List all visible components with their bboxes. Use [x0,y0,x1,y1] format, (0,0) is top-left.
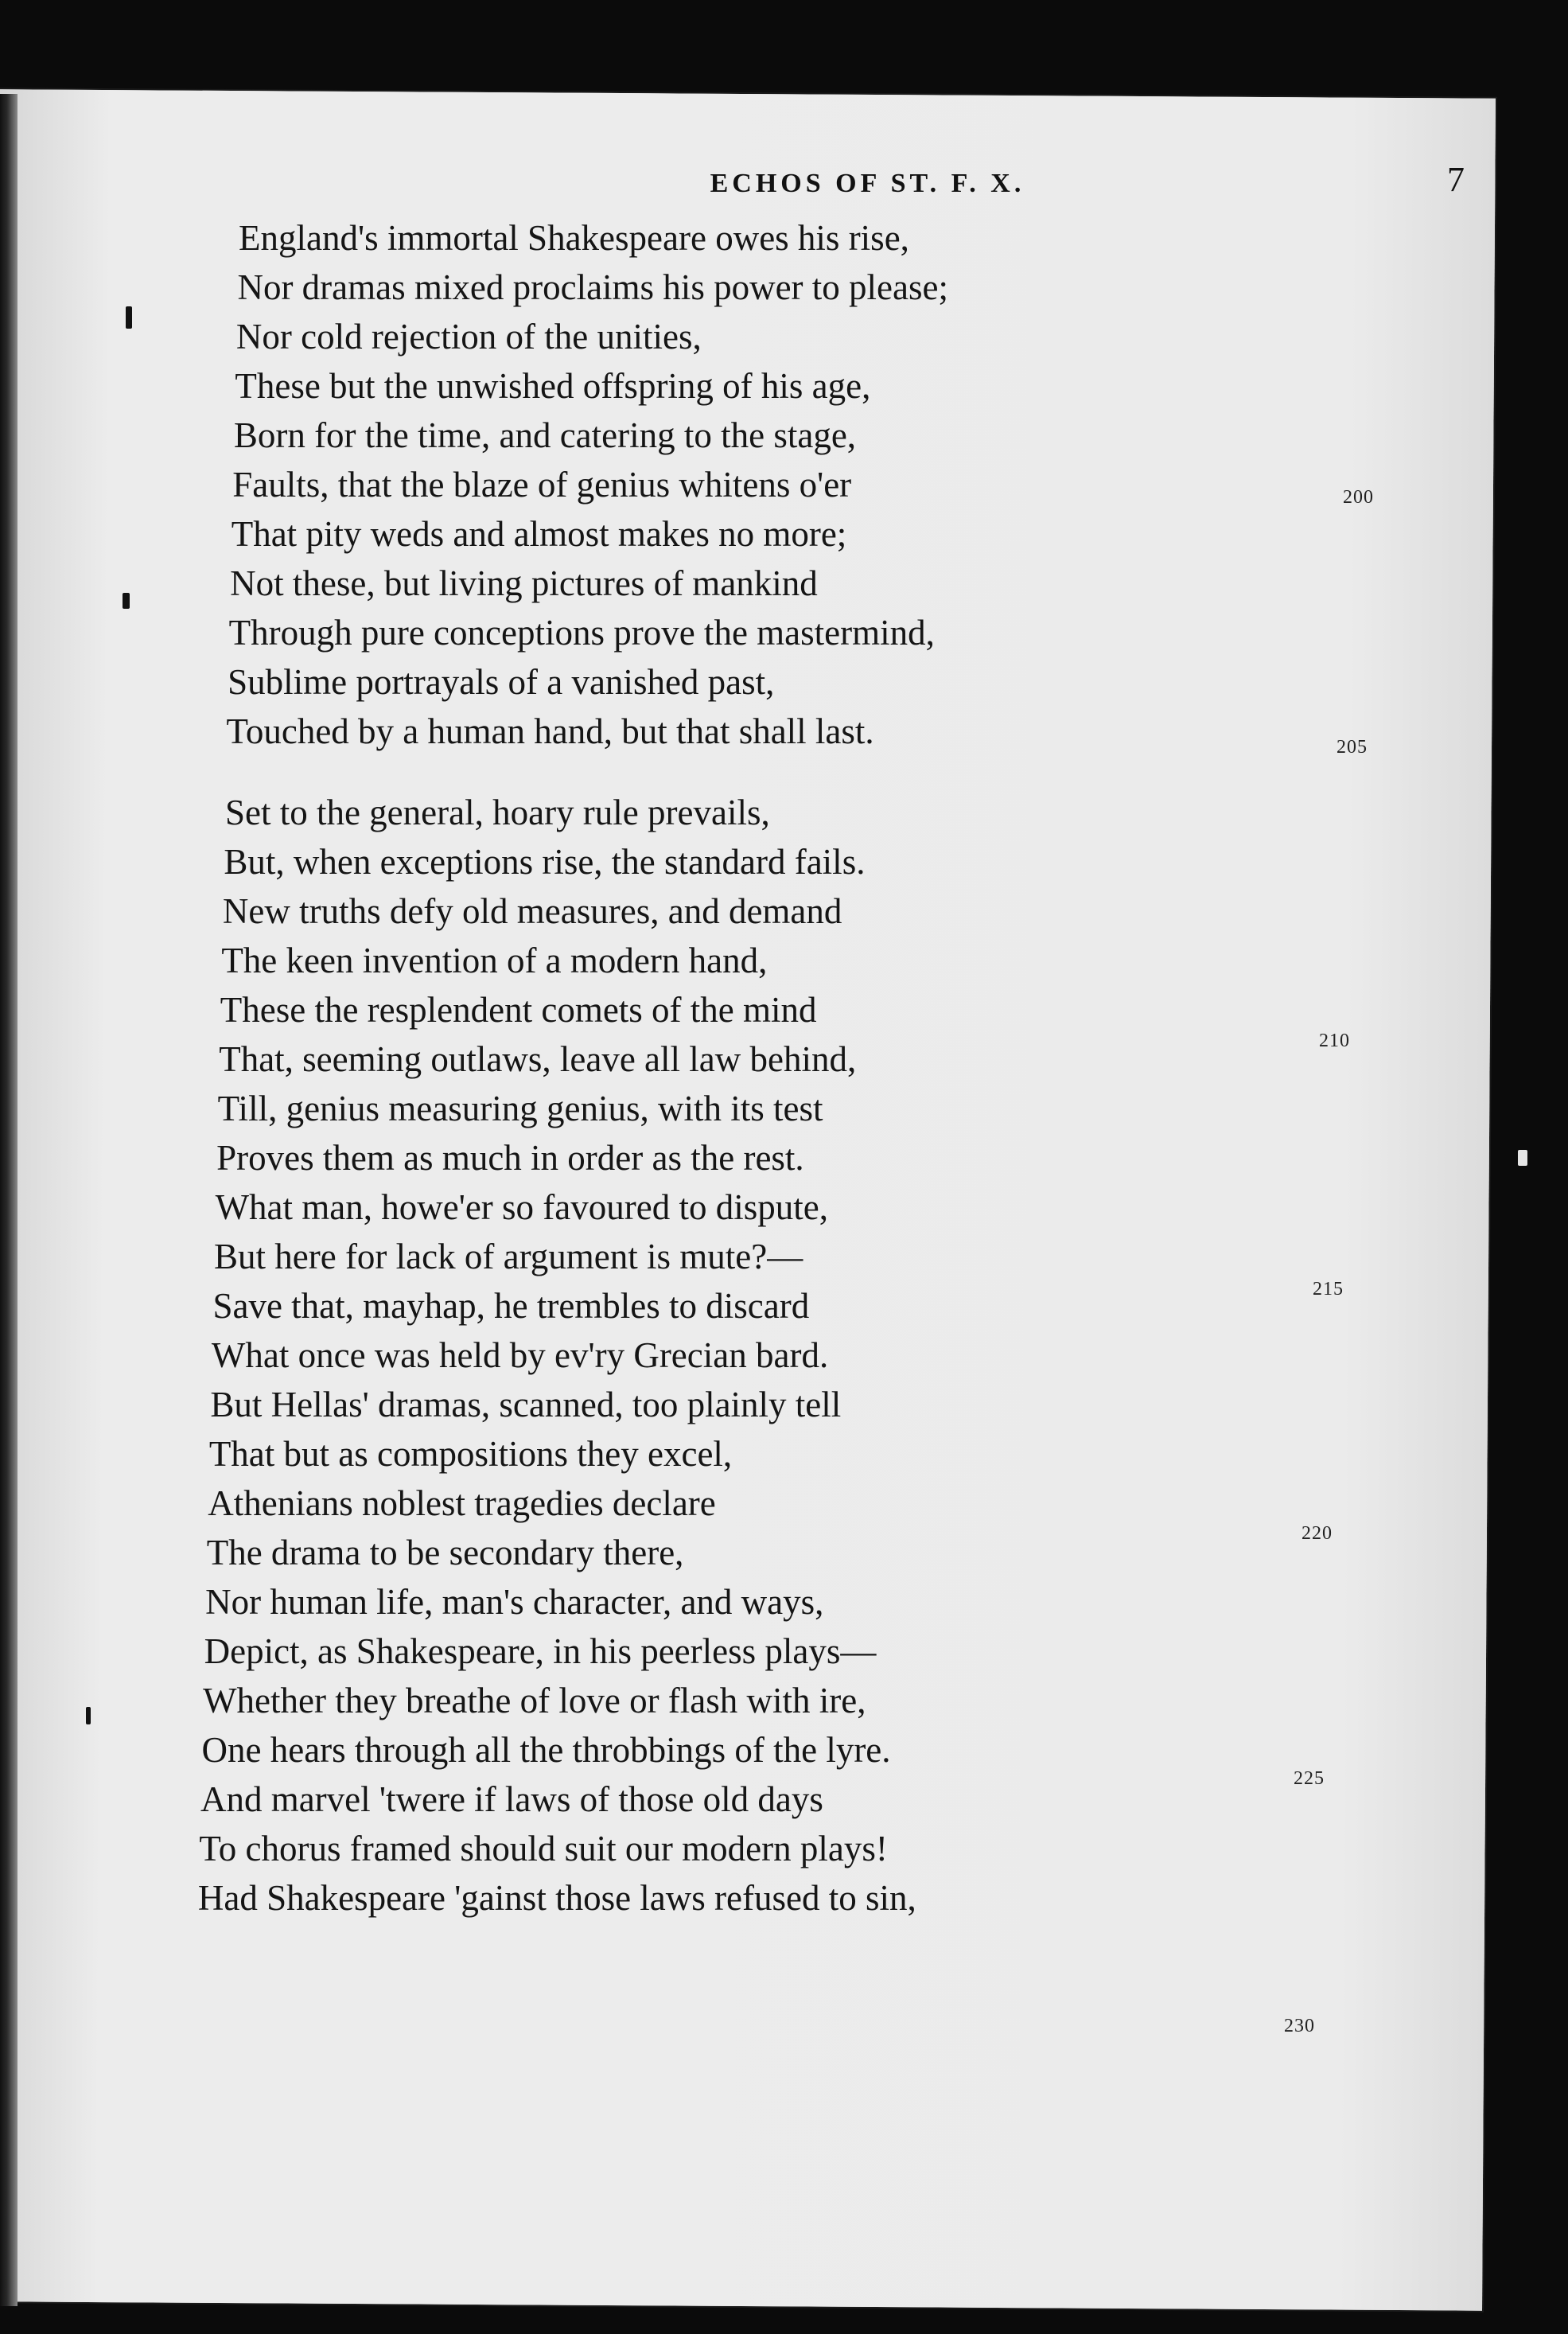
verse-line: Till, genius measuring genius, with its test [217,1089,823,1128]
line-number: 200 [1343,487,1374,508]
verse-line: Nor dramas mixed proclaims his power to please; [237,267,948,307]
verse-line: One hears through all the throbbings of the lyre. [201,1730,891,1770]
verse-line: What man, howe'er so favoured to dispute, [215,1187,828,1227]
stanza-break [239,756,1313,788]
verse-line: The drama to be secondary there, [206,1533,684,1572]
poem-text [197,213,1313,1923]
verse-line: That pity weds and almost makes no more; [231,514,847,554]
margin-mark [126,306,132,329]
margin-mark [1518,1150,1527,1166]
line-number: 220 [1301,1523,1333,1544]
verse-line: But, when exceptions rise, the standard fails. [224,842,866,882]
verse-line: Set to the general, hoary rule prevails, [224,793,770,832]
verse-line: Athenians noblest tragedies declare [208,1483,716,1523]
line-number: 215 [1313,1279,1344,1299]
verse-line: These the resplendent comets of the mind [220,990,817,1030]
verse-line: To chorus framed should suit our modern plays! [199,1829,888,1868]
verse-line: Nor human life, man's character, and ways, [205,1582,824,1622]
verse-line: Touched by a human hand, but that shall last. [226,711,874,751]
verse-line: Sublime portrayals of a vanished past, [228,662,775,702]
page-gutter-edge [0,94,18,2306]
verse-line: New truths defy old measures, and demand [222,891,842,931]
margin-mark [123,593,130,609]
line-number: 205 [1336,737,1368,758]
verse-line: These but the unwished offspring of his age, [235,366,871,406]
line-number: 230 [1284,2016,1315,2036]
verse-line: But Hellas' dramas, scanned, too plainly tell [210,1385,842,1424]
verse-line: England's immortal Shakespeare owes his rise, [239,218,909,258]
running-title: ECHOS OF ST. F. X. [710,169,1025,198]
verse-line: Born for the time, and catering to the stage, [233,415,857,455]
verse-line: Save that, mayhap, he trembles to discard [212,1286,810,1326]
verse-line: Not these, but living pictures of mankind [230,563,818,603]
verse-line: The keen invention of a modern hand, [221,941,768,980]
verse-line: Faults, that the blaze of genius whitens o'er [232,465,852,505]
verse-line: But here for lack of argument is mute?— [214,1237,803,1276]
verse-line: That, seeming outlaws, leave all law behind, [219,1039,857,1079]
verse-line: Nor cold rejection of the unities, [235,317,702,357]
verse-line: Proves them as much in order as the rest. [216,1138,804,1178]
verse-line: That but as compositions they excel, [208,1434,733,1474]
verse-line: Had Shakespeare 'gainst those laws refused to sin, [197,1878,916,1918]
verse-line: Whether they breathe of love or flash with ire, [203,1681,866,1720]
line-number: 225 [1294,1768,1325,1789]
margin-mark [86,1707,91,1724]
verse-line: Through pure conceptions prove the mastermind, [228,613,935,653]
verse-line: Depict, as Shakespeare, in his peerless plays— [204,1631,877,1671]
verse-line: And marvel 'twere if laws of those old days [200,1779,823,1819]
page-number: 7 [1447,160,1465,199]
line-number: 210 [1319,1031,1350,1051]
verse-line: What once was held by ev'ry Grecian bard. [211,1335,829,1375]
